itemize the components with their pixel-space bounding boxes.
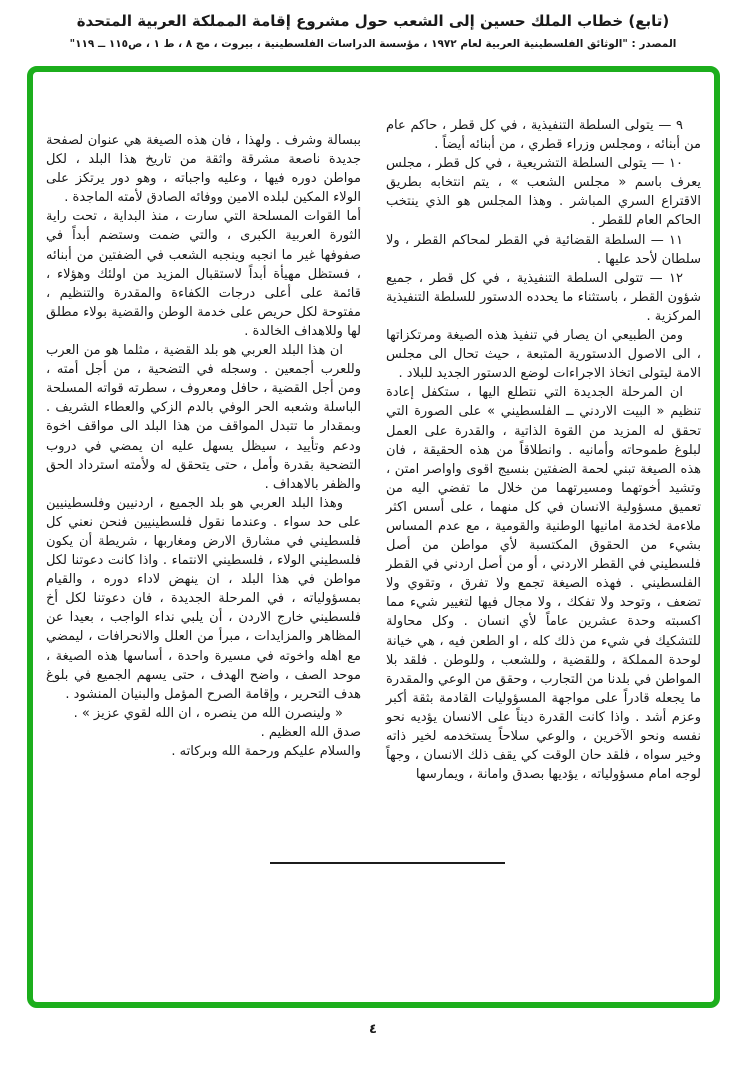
clause-9: ٩ — يتولى السلطة التنفيذية ، في كل قطر ، حاكم عام من أبنائه ، ومجلس وزراء قطري ، من أبنائه أيضاً . <box>386 118 701 153</box>
end-of-text-divider <box>270 862 505 864</box>
paragraph: وهذا البلد العربي هو بلد الجميع ، اردنيين وفلسطينيين على حد سواء . وعندما نقول فلسطينيين فنحن نعني كل فلسطيني في مشارق الارض ومغاربها ، شريطة أن يكون فلسطيني الولاء ، فلسطيني الانتماء . واذا كانت دعوتنا لكل مواطن في هذا البلد ، ان ينهض لاداء دوره ، والقيام بمسؤولياته ، في المرحلة الجديدة ، فان دعوتنا لكل أخ فلسطيني خارج الاردن ، أن يلبي نداء الواجب ، بعيدا عن المظاهر والمزايدات ، مبرأ من العلل والانحرافات ، ليمضي مع اهله واخوته في مسيرة واحدة ، أساسها هذه الصيغة ، موحد الصف ، واضح الهدف ، حتى يسهم الجميع في بلوغ هدف التحرير ، وإقامة الصرح المؤمل والبنيان المنشود . <box>46 495 361 702</box>
clause-11: ١١ — السلطة القضائية في القطر لمحاكم القطر ، ولا سلطان لأحد عليها . <box>386 232 701 267</box>
paragraph: ومن الطبيعي ان يصار في تنفيذ هذه الصيغة ومرتكزاتها ، الى الاصول الدستورية المتبعة ، حيث تحال الى مجلس الامة ليتولى اتخاذ الاجراءات لوضع الدستور الجديد للبلاد . <box>386 328 701 382</box>
paragraph: أما القوات المسلحة التي سارت ، منذ البداية ، تحت راية الثورة العربية الكبرى ، والتي ضمت وستضم أبداً في صفوفها غير ما انجبه وينجبه الشعب في الضفتين من أبنائه ، فستظل مهيأة أبداً لاستقبال المزيد من اولئك وهؤلاء ، قائمة على أعلى درجات الكفاءة والمقدرة والتنظيم ، مفتوحة لكل حريص على خدمة الوطن والقضية بولاء مطلق لها وللاهداف الخالدة . <box>46 209 361 339</box>
closing-salutation: والسلام عليكم ورحمة الله وبركاته . <box>171 744 361 759</box>
quranic-quote: « ولينصرن الله من ينصره ، ان الله لقوي عزيز » . <box>73 705 343 721</box>
column-right-first-in-reading-order <box>386 116 701 1002</box>
clause-10: ١٠ — يتولى السلطة التشريعية ، في كل قطر ، مجلس يعرف باسم « مجلس الشعب » ، يتم انتخابه بطريق الاقتراع السري المباشر . وهذا المجلس هو الذي ينتخب الحاكم العام للقطر . <box>386 156 701 229</box>
clause-12: ١٢ — تتولى السلطة التنفيذية ، في كل قطر ، جميع شؤون القطر ، باستثناء ما يحدده الدستور للسلطة التنفيذية المركزية . <box>386 270 701 324</box>
source-citation: المصدر : "الوثائق الفلسطينية العربية لعام ١٩٧٢ ، مؤسسة الدراسات الفلسطينية ، بيروت ، مج ٨ ، ط ١ ، ص١١٥ ــ ١١٩" <box>69 38 677 50</box>
page-number: ٤ <box>369 1022 377 1037</box>
paragraph: ان هذا البلد العربي هو بلد القضية ، مثلما هو من العرب وللعرب أجمعين . وسجله في التضحية ، من أجل أمته ، ومن أجل القضية ، حافل ومعروف ، سطرته قواته المسلحة الباسلة وشعبه الحر الوفي بالدم الزكي والعطاء الشريف . وبمقدار ما تتبدل المواقف من هذا البلد الى مواقف اخوة ودعم وتأييد ، سيظل يسهل عليه ان يمضي في دروب التضحية بقدرة وأمل ، حتى يتحقق له ولأمته استرداد الحق والظفر بالاهداف . <box>46 343 361 492</box>
text-columns <box>46 116 701 1002</box>
paragraph-continuation: ببسالة وشرف . ولهذا ، فان هذه الصيغة هي عنوان لصفحة جديدة ناصعة مشرقة واثقة من تاريخ هذا البلد ، لكل مواطن دوره فيها ، وعليه واجباته ، وهو دور يرتكز على الولاء المكين لبلده الامين ووفائه الصادق لأمته الماجدة . <box>46 133 361 206</box>
column-left-second-in-reading-order <box>46 131 361 1002</box>
closing-line-sadaqa: صدق الله العظيم . <box>260 724 361 740</box>
paragraph: ان المرحلة الجديدة التي نتطلع اليها ، ستكفل إعادة تنظيم « البيت الاردني ــ الفلسطيني » على الصورة التي تحقق له المزيد من القوة الذاتية ، والقدرة على العمل لبلوغ طموحاته وأمانيه . وانطلاقاً من هذه الحقيقة ، فان هذه الصيغة تبني لحمة الضفتين بنسيج اقوى واواصر امتن ، وتشيد أخوتهما ومسيرتهما من خلال ما تفضي اليه من تعميق مسؤولية الانسان في كل منهما ، على أسس اكثر ملاءمة لخدمة امانيها الوطنية والقومية ، مع عدم المساس بشيء من الحقوق المكتسبة لأي مواطن من أصل فلسطيني في القطر الاردني ، أو من أصل اردني في القطر الفلسطيني . فهذه الصيغة تجمع ولا تفرق ، وتقوي ولا تضعف ، وتوحد ولا تفكك ، ولا مجال فيها لتغيير شيء مما اكسبته وحدة عشرين عاماً لأي انسان . وكل محاولة للتشكيك في شيء من ذلك كله ، او الطعن فيه ، هي خيانة لوحدة المملكة ، وللقضية ، وللشعب ، وللوطن . فلقد بلا المواطن في بلدنا من التجارب ، وحقق من الوعي والمقدرة ما يجعله قادراً على مواجهة المسؤوليات القادمة بثقة أكبر وعزم أشد . واذا كانت القدرة ديناً على الانسان يؤديه نحو نفسه ونحو الآخرين ، والوعي سلاحاً يستخدمه لخير ذاته وخير سواه ، فلقد حان الوقت كي يقف ذلك الانسان ، وجهاً لوجه امام مسؤولياته ، يؤديها بصدق وامانة ، ويمارسها <box>386 385 701 783</box>
document-header <box>0 0 746 51</box>
page-title: (تابع) خطاب الملك حسين إلى الشعب حول مشروع إقامة المملكة العربية المتحدة <box>76 12 670 30</box>
document-frame <box>27 66 720 1008</box>
